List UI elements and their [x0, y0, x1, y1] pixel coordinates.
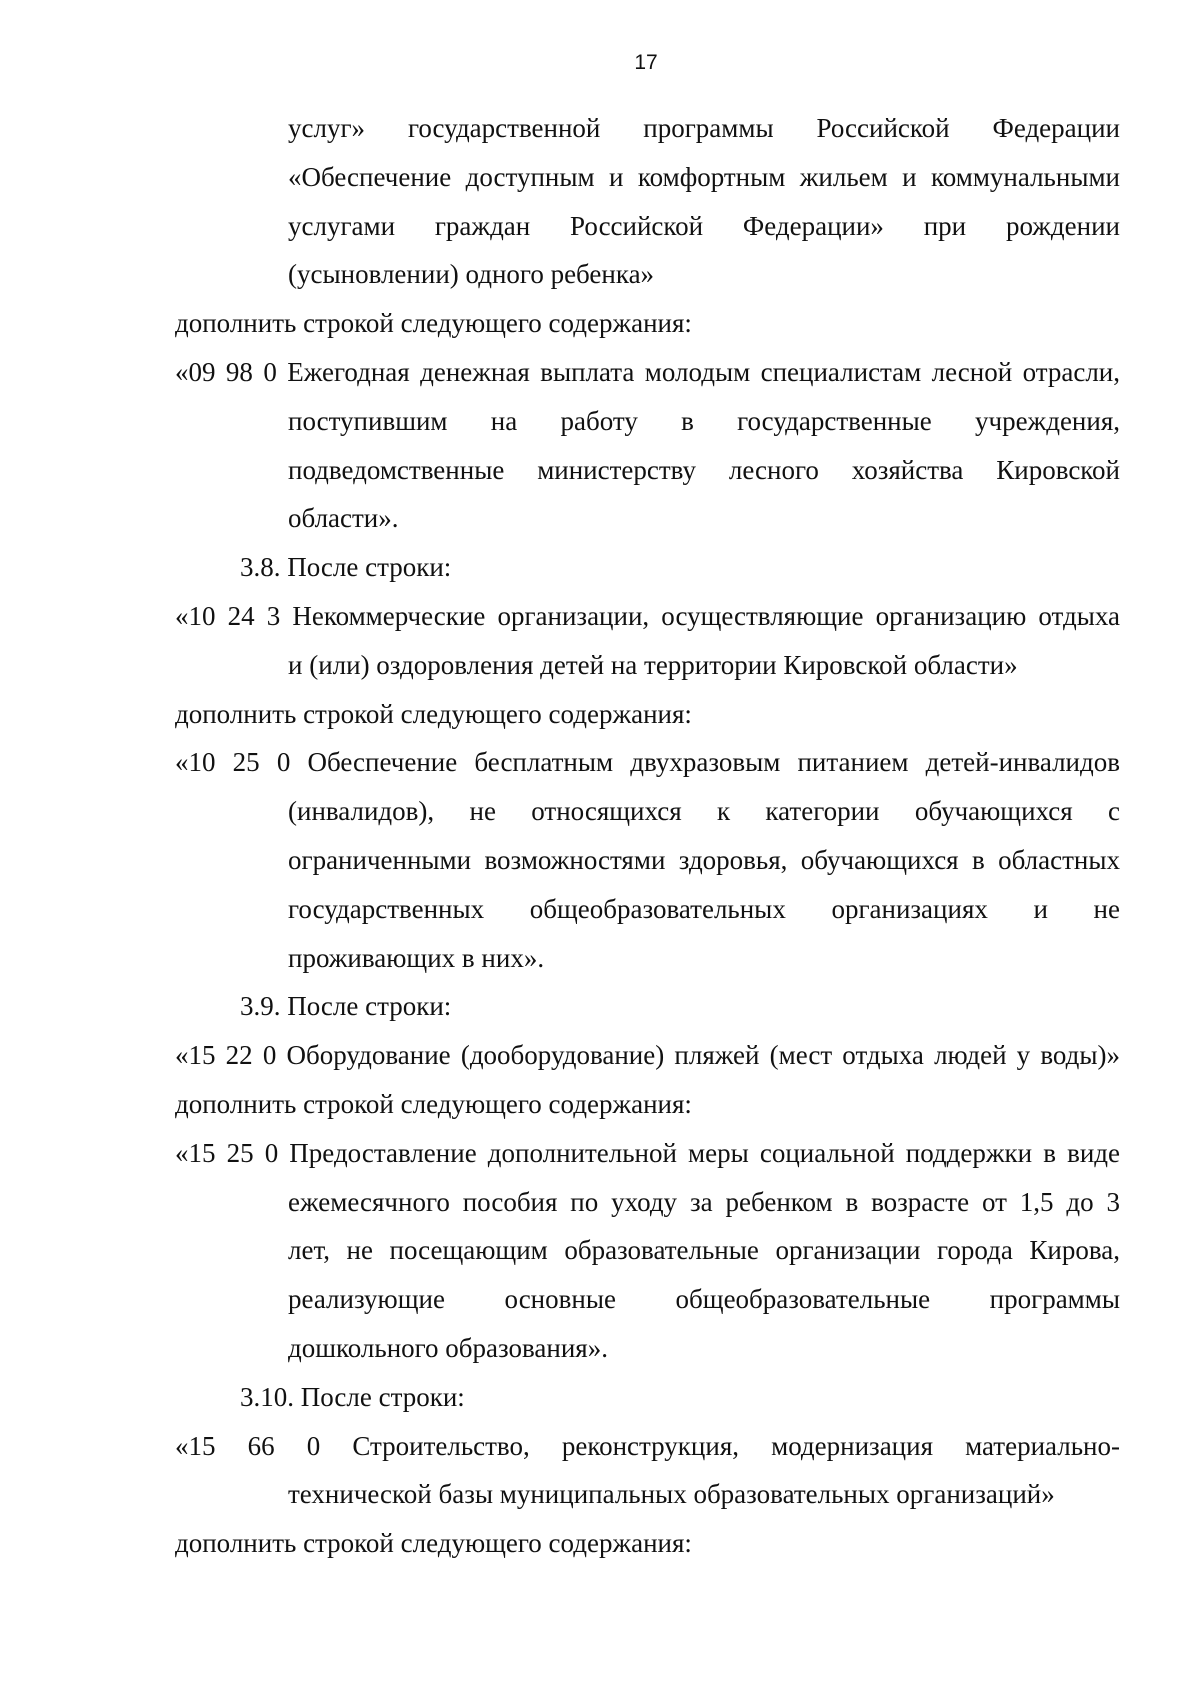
text-line: дополнить строкой следующего содержания: [175, 698, 692, 729]
text-line: «10 24 3 Некоммерческие организации, осуществляющие организацию отдыха [175, 600, 1120, 631]
text-line: «10 25 0 Обеспечение бесплатным двухразовым питанием детей-инвалидов [175, 747, 1120, 778]
text-line: дополнить строкой следующего содержания: [175, 1088, 692, 1119]
text-line: технической базы муниципальных образовательных организаций» [288, 1479, 1055, 1510]
text-line: 3.8. После строки: [240, 552, 452, 583]
text-line: дополнить строкой следующего содержания: [175, 308, 692, 339]
text-line: проживающих в них». [288, 942, 545, 973]
document-body [175, 104, 1120, 1568]
text-line: «15 66 0 Строительство, реконструкция, модернизация материально- [175, 1430, 1120, 1461]
text-line: государственных общеобразовательных организациях и не [288, 893, 1120, 924]
text-line: «15 22 0 Оборудование (дооборудование) пляжей (мест отдыха людей у воды)» [175, 1040, 1120, 1071]
text-line: (усыновлении) одного ребенка» [288, 259, 655, 290]
text-line: реализующие основные общеобразовательные программы [288, 1284, 1120, 1315]
text-line: области». [288, 503, 399, 534]
text-line: услуг» государственной программы Российской Федерации [288, 113, 1120, 143]
text-line: лет, не посещающим образовательные организации города Кирова, [288, 1235, 1120, 1266]
text-line: поступившим на работу в государственные учреждения, [288, 405, 1120, 436]
text-line: «09 98 0 Ежегодная денежная выплата молодым специалистам лесной отрасли, [175, 356, 1120, 387]
text-line: «Обеспечение доступным и комфортным жильем и коммунальными [288, 161, 1120, 192]
text-line: дополнить строкой следующего содержания: [175, 1528, 692, 1559]
text-line: услугами граждан Российской Федерации» при рождении [288, 210, 1120, 241]
text-line: подведомственные министерству лесного хозяйства Кировской [288, 454, 1120, 485]
text-line: и (или) оздоровления детей на территории Кировской области» [288, 649, 1018, 680]
text-line: 3.10. После строки: [240, 1381, 465, 1412]
text-line: ограниченными возможностями здоровья, обучающихся в областных [288, 844, 1120, 875]
page-number: 17 [634, 51, 658, 74]
text-line: (инвалидов), не относящихся к категории обучающихся с [288, 796, 1120, 827]
text-line: дошкольного образования». [288, 1332, 608, 1363]
text-line: 3.9. После строки: [240, 991, 452, 1022]
text-line: ежемесячного пособия по уходу за ребенком в возрасте от 1,5 до 3 [288, 1186, 1120, 1217]
text-line: «15 25 0 Предоставление дополнительной меры социальной поддержки в виде [175, 1137, 1120, 1168]
